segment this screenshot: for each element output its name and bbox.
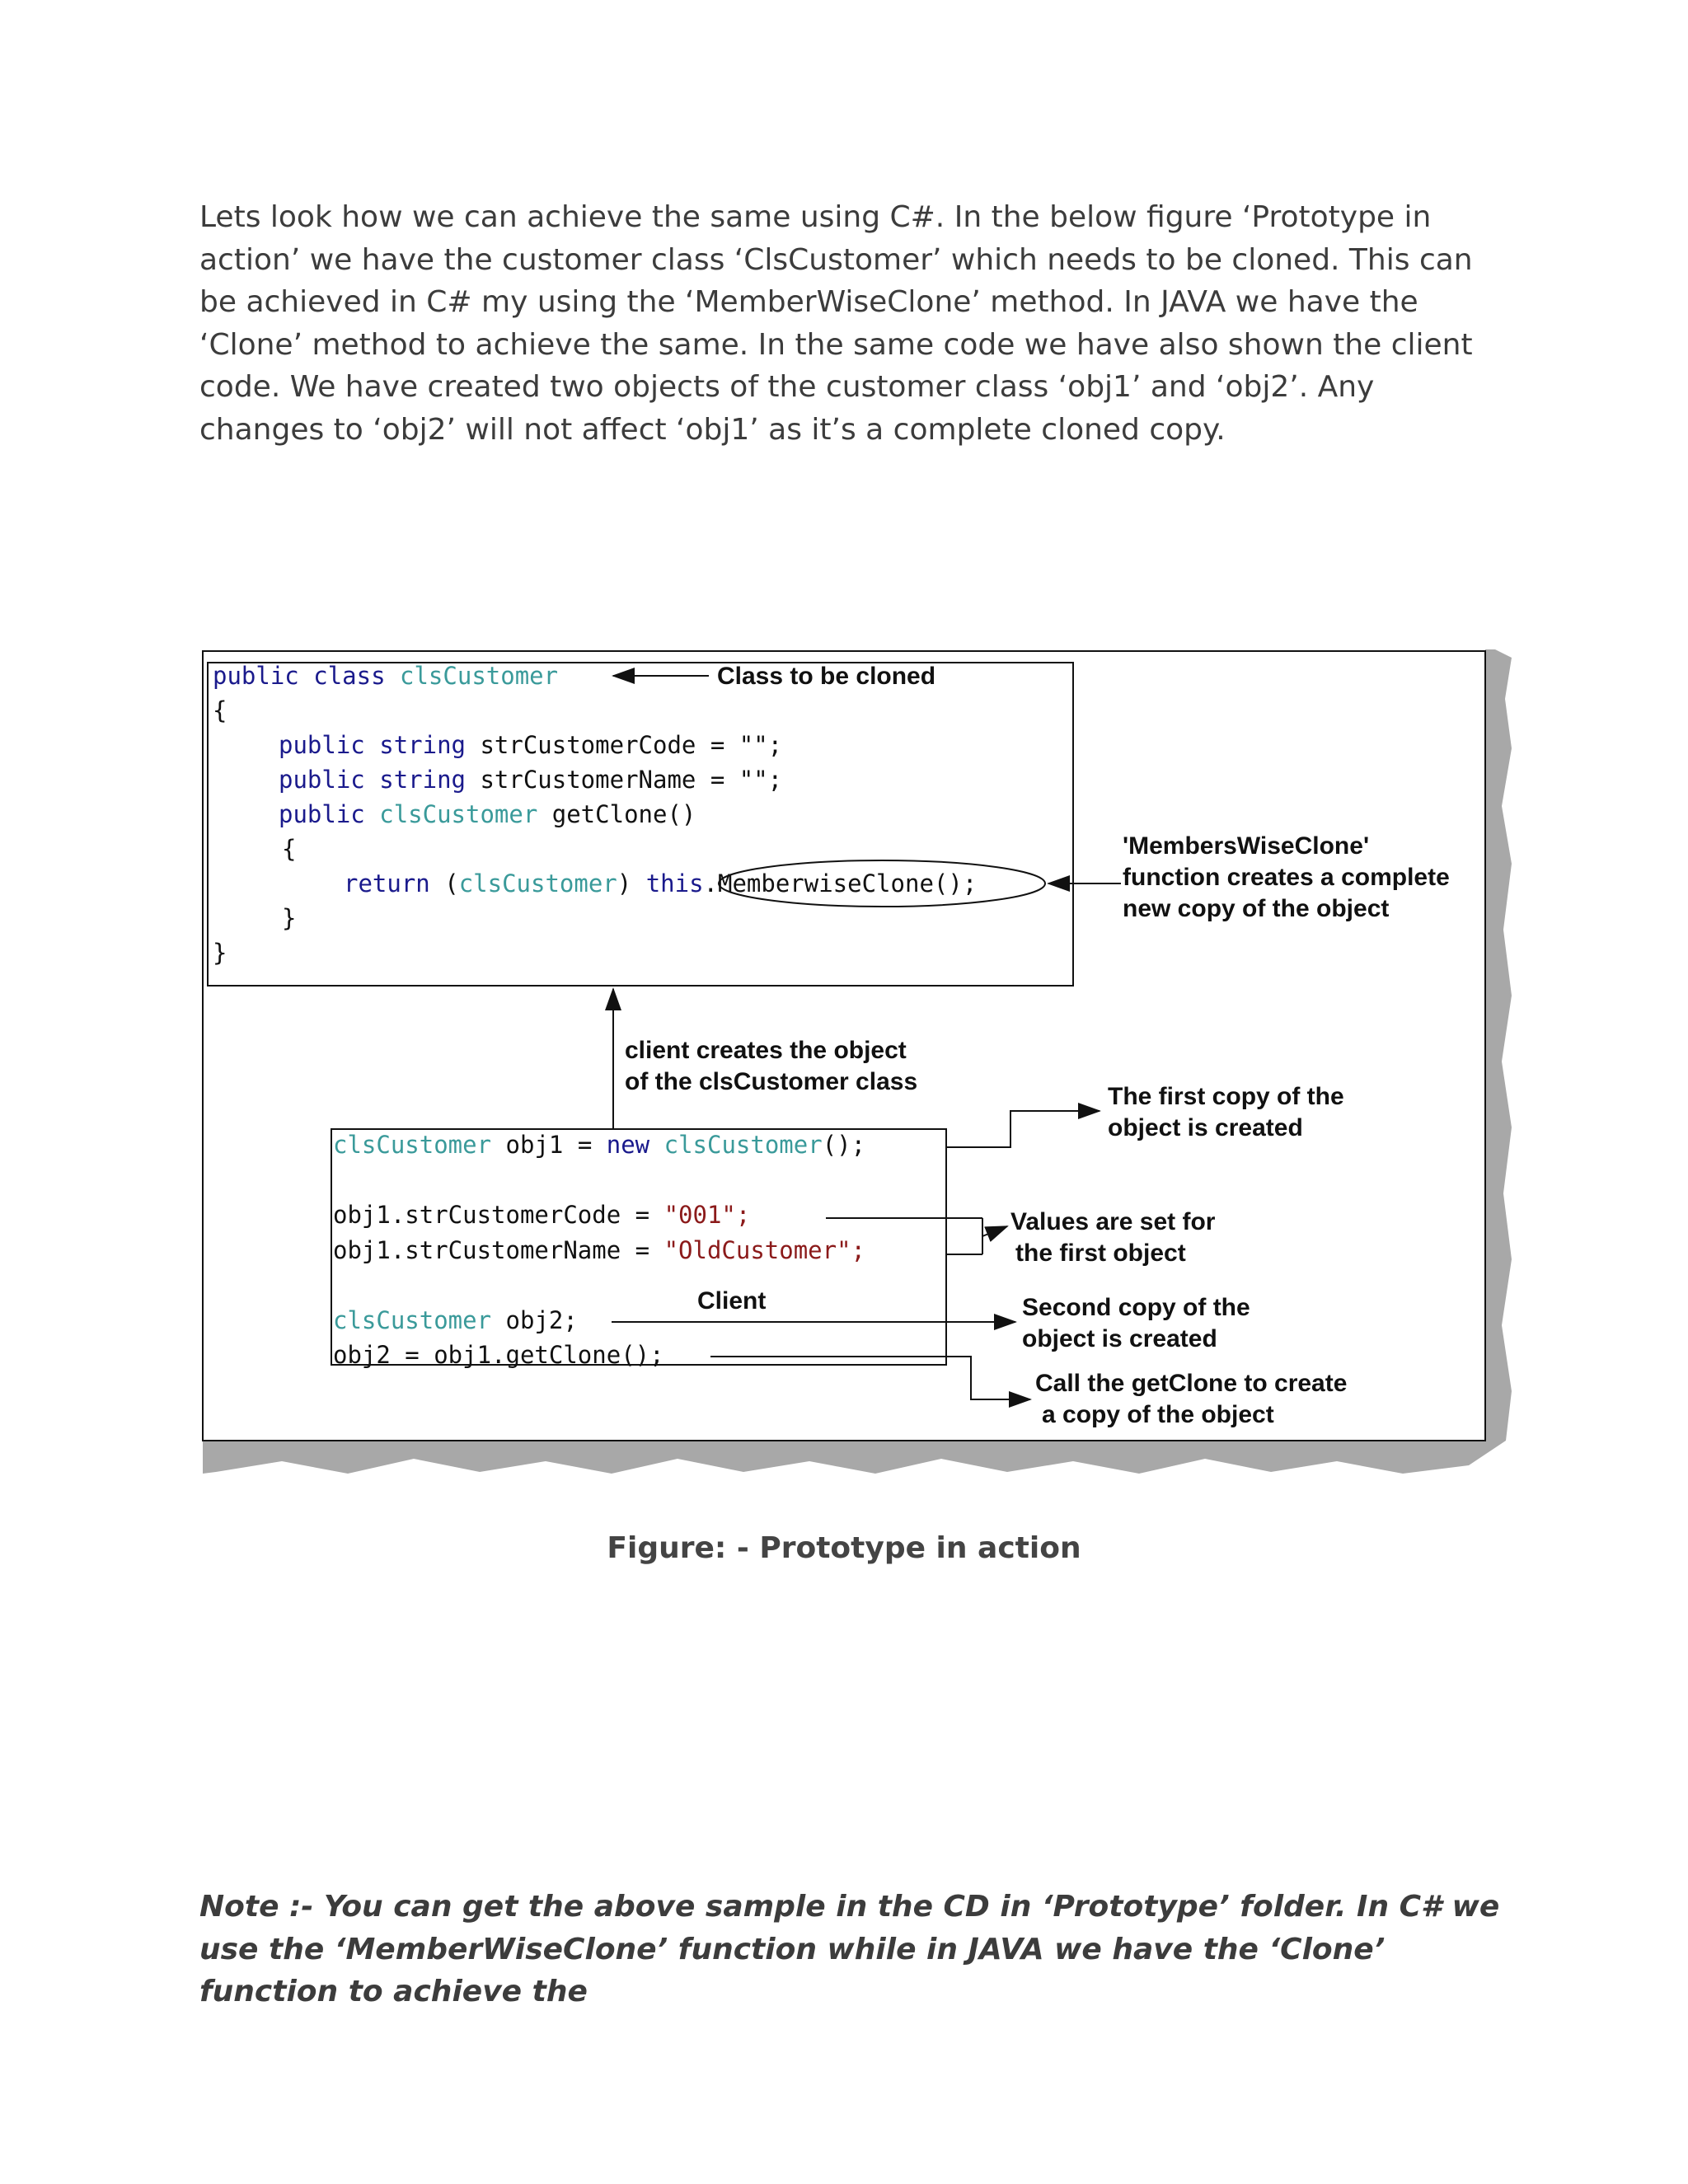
second-copy-line1: Second copy of the bbox=[1022, 1294, 1250, 1321]
client-line-obj1: clsCustomer obj1 = new clsCustomer(); bbox=[333, 1131, 866, 1159]
note-paragraph: Note :- You can get the above sample in the CD in ‘Prototype’ folder. In C# we use the ‘MemberWiseClone’ function while in JAVA we have the ‘Clone’ function to achieve the bbox=[199, 1890, 1500, 2008]
class-decl-line: public class clsCustomer bbox=[213, 662, 559, 690]
client-line-obj2: clsCustomer obj2; bbox=[333, 1306, 578, 1334]
class-label: Class to be cloned bbox=[717, 663, 936, 690]
getclone-line2: a copy of the object bbox=[1042, 1401, 1274, 1428]
client-label: Client bbox=[697, 1287, 767, 1315]
client-creates-line1: client creates the object bbox=[625, 1037, 907, 1064]
client-line-set-name: obj1.strCustomerName = "OldCustomer"; bbox=[333, 1236, 866, 1264]
getclone-line1: Call the getClone to create bbox=[1035, 1370, 1348, 1397]
class-brace-close: } bbox=[213, 939, 227, 967]
mwc-note-line1: 'MembersWiseClone' bbox=[1123, 832, 1370, 860]
client-line-getclone: obj2 = obj1.getClone(); bbox=[333, 1341, 664, 1369]
code-line-getclone: public clsCustomer getClone() bbox=[279, 800, 696, 828]
method-brace-open: { bbox=[282, 835, 297, 863]
prototype-figure bbox=[199, 649, 1512, 1480]
first-copy-line2: object is created bbox=[1108, 1114, 1303, 1141]
method-brace-close: } bbox=[282, 904, 297, 932]
prototype-diagram bbox=[199, 649, 1512, 1480]
client-creates-line2: of the clsCustomer class bbox=[625, 1068, 918, 1095]
first-copy-line1: The first copy of the bbox=[1108, 1083, 1344, 1110]
code-line-code-field: public string strCustomerCode = ""; bbox=[279, 731, 783, 759]
mwc-note-line3: new copy of the object bbox=[1123, 895, 1390, 922]
class-brace-open: { bbox=[213, 696, 227, 724]
client-line-set-code: obj1.strCustomerCode = "001"; bbox=[333, 1201, 751, 1229]
figure-caption: Figure: - Prototype in action bbox=[607, 1531, 1081, 1565]
body-paragraph: Lets look how we can achieve the same using C#. In the below figure ‘Prototype in action’ we have the customer class ‘ClsCustomer’ which needs to be cloned. This can be achieved in C# my using the ‘MemberWiseClone’ method. In JAVA we have the ‘Clone’ method to achieve the same. In the same code we have also shown the client code. We have created two objects of the customer class ‘obj1’ and ‘obj2’. Any changes to ‘obj2’ will not affect ‘obj1’ as it’s a complete cloned copy. bbox=[199, 200, 1473, 447]
code-line-return: return (clsCustomer) this.MemberwiseClone(); bbox=[344, 869, 978, 898]
values-line1: Values are set for bbox=[1010, 1208, 1216, 1235]
mwc-note-line2: function creates a complete bbox=[1123, 864, 1450, 891]
code-line-name-field: public string strCustomerName = ""; bbox=[279, 766, 783, 794]
second-copy-line2: object is created bbox=[1022, 1325, 1217, 1352]
values-line2: the first object bbox=[1015, 1240, 1186, 1267]
